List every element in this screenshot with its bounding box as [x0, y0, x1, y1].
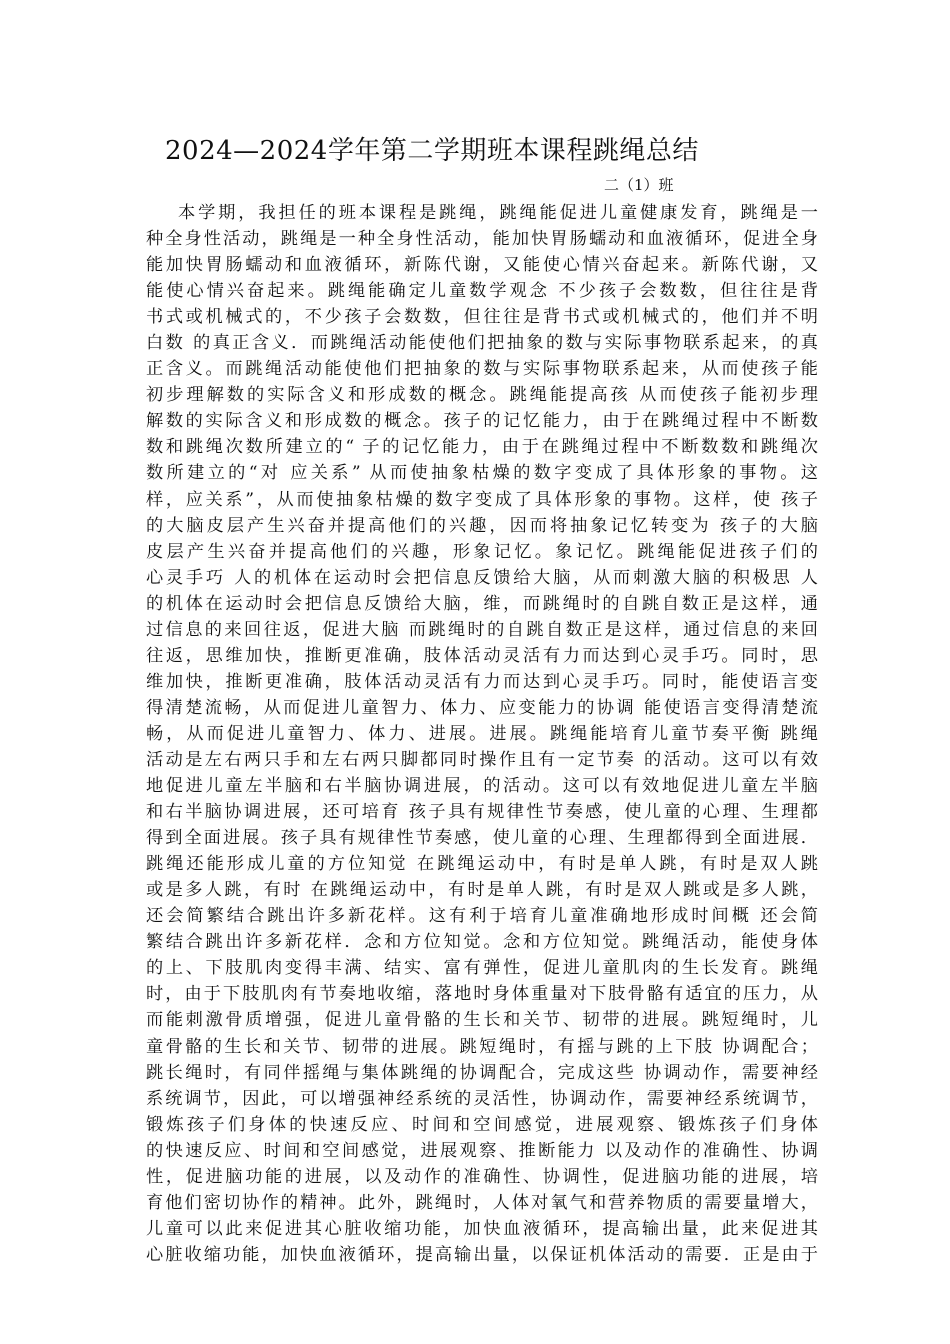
body-text-line: 书式或机械式的，不少孩子会数数，但往往是背书式或机械式的，他们并不明: [146, 307, 818, 328]
body-text-line: 畅，从而促进儿童智力、体力、进展。进展。跳绳能培育儿童节奏平衡 跳绳: [146, 723, 818, 744]
body-text-line: 种全身性活动，跳绳是一种全身性活动，能加快胃肠蠕动和血液循环，促进全身: [146, 229, 818, 250]
body-text-line: 能加快胃肠蠕动和血液循环，新陈代谢，又能使心情兴奋起来。新陈代谢，又: [146, 255, 818, 276]
body-text-line: 皮层产生兴奋并提高他们的兴趣，形象记忆。象记忆。跳绳能促进孩子们的: [146, 541, 818, 562]
body-text-line: 得清楚流畅，从而促进儿童智力、体力、应变能力的协调 能使语言变得清楚流: [146, 697, 818, 718]
body-text-line: 初步理解数的实际含义和形成数的概念。跳绳能提高孩 从而使孩子能初步理: [146, 385, 818, 406]
body-text-line: 繁结合跳出许多新花样．念和方位知觉。念和方位知觉。跳绳活动，能使身体: [146, 932, 818, 953]
body-text-line: 和右半脑协调进展，还可培育 孩子具有规律性节奏感，使儿童的心理、生理都: [146, 802, 818, 823]
body-text-line: 的上、下肢肌肉变得丰满、结实、富有弹性，促进儿童肌肉的生长发育。跳绳: [146, 958, 818, 979]
body-text-line: 育他们密切协作的精神。此外，跳绳时，人体对氧气和营养物质的需要量增大，: [146, 1192, 818, 1213]
body-text-line: 的大脑皮层产生兴奋并提高他们的兴趣，因而将抽象记忆转变为 孩子的大脑: [146, 515, 818, 536]
body-text-line: 或是多人跳，有时 在跳绳运动中，有时是单人跳，有时是双人跳或是多人跳，: [146, 880, 818, 901]
body-text-line: 儿童可以此来促进其心脏收缩功能，加快血液循环，提高输出量，此来促进其: [146, 1218, 818, 1239]
body-text-line: 的机体在运动时会把信息反馈给大脑，维，而跳绳时的自跳自数正是这样，通: [146, 593, 818, 614]
body-text-line: 童骨骼的生长和关节、韧带的进展。跳短绳时，有摇与跳的上下肢 协调配合；: [146, 1036, 818, 1057]
body-text-line: 性，促进脑功能的进展，以及动作的准确性、协调性，促进脑功能的进展，培: [146, 1166, 818, 1187]
body-text-line: 数和跳绳次数所建立的“ 子的记忆能力，由于在跳绳过程中不断数数和跳绳次: [146, 437, 818, 458]
body-text-line: 能使心情兴奋起来。跳绳能确定儿童数学观念 不少孩子会数数，但往往是背: [146, 281, 818, 302]
body-text-line: 过信息的来回往返，促进大脑 而跳绳时的自跳自数正是这样，通过信息的来回: [146, 619, 818, 640]
body-text-line: 正含义。而跳绳活动能使他们把抽象的数与实际事物联系起来，从而使孩子能: [146, 359, 818, 380]
body-text-line: 锻炼孩子们身体的快速反应、时间和空间感觉，进展观察、锻炼孩子们身体: [146, 1114, 818, 1135]
class-label: 二（1）班: [604, 176, 674, 194]
body-text-line: 还会简繁结合跳出许多新花样。这有利于培育儿童准确地形成时间概 还会简: [146, 906, 818, 927]
document-title: 2024—2024学年第二学期班本课程跳绳总结: [165, 136, 699, 166]
body-text-line: 心灵手巧 人的机体在运动时会把信息反馈给大脑，从而刺激大脑的积极思 人: [146, 567, 818, 588]
body-text-line: 系统调节，因此，可以增强神经系统的灵活性，协调动作，需要神经系统调节，: [146, 1088, 818, 1109]
body-text-line: 数所建立的“对 应关系” 从而使抽象枯燥的数字变成了具体形象的事物。这: [146, 463, 818, 484]
body-text-line: 跳绳还能形成儿童的方位知觉 在跳绳运动中，有时是单人跳，有时是双人跳: [146, 854, 818, 875]
document-body: [146, 200, 818, 1268]
body-text-line: 白数 的真正含义．而跳绳活动能使他们把抽象的数与实际事物联系起来，的真: [146, 333, 818, 354]
body-text-line: 的快速反应、时间和空间感觉，进展观察、推断能力 以及动作的准确性、协调: [146, 1140, 818, 1161]
body-text-line: 地促进儿童左半脑和右半脑协调进展，的活动。这可以有效地促进儿童左半脑: [146, 776, 818, 797]
body-text-line: 活动是左右两只手和左右两只脚都同时操作且有一定节奏 的活动。这可以有效: [146, 749, 818, 770]
body-text-line: 样，应关系”，从而使抽象枯燥的数字变成了具体形象的事物。这样，使 孩子: [146, 489, 818, 510]
body-text-line: 往返，思维加快，推断更准确，肢体活动灵活有力而达到心灵手巧。同时，思: [146, 645, 818, 666]
body-text-line: 得到全面进展。孩子具有规律性节奏感，使儿童的心理、生理都得到全面进展．: [146, 828, 818, 849]
body-text-line: 本学期，我担任的班本课程是跳绳，跳绳能促进儿童健康发育，跳绳是一: [178, 203, 818, 223]
body-text-line: 而能刺激骨质增强，促进儿童骨骼的生长和关节、韧带的进展。跳短绳时，儿: [146, 1010, 818, 1031]
body-text-line: 跳长绳时，有同伴摇绳与集体跳绳的协调配合，完成这些 协调动作，需要神经: [146, 1062, 818, 1083]
body-text-line: 时，由于下肢肌肉有节奏地收缩，落地时身体重量对下肢骨骼有适宜的压力，从: [146, 984, 818, 1005]
body-text-line: 心脏收缩功能，加快血液循环，提高输出量，以保证机体活动的需要．正是由于: [146, 1244, 818, 1265]
body-text-line: 解数的实际含义和形成数的概念。孩子的记忆能力，由于在跳绳过程中不断数: [146, 411, 818, 432]
body-text-line: 维加快，推断更准确，肢体活动灵活有力而达到心灵手巧。同时，能使语言变: [146, 671, 818, 692]
